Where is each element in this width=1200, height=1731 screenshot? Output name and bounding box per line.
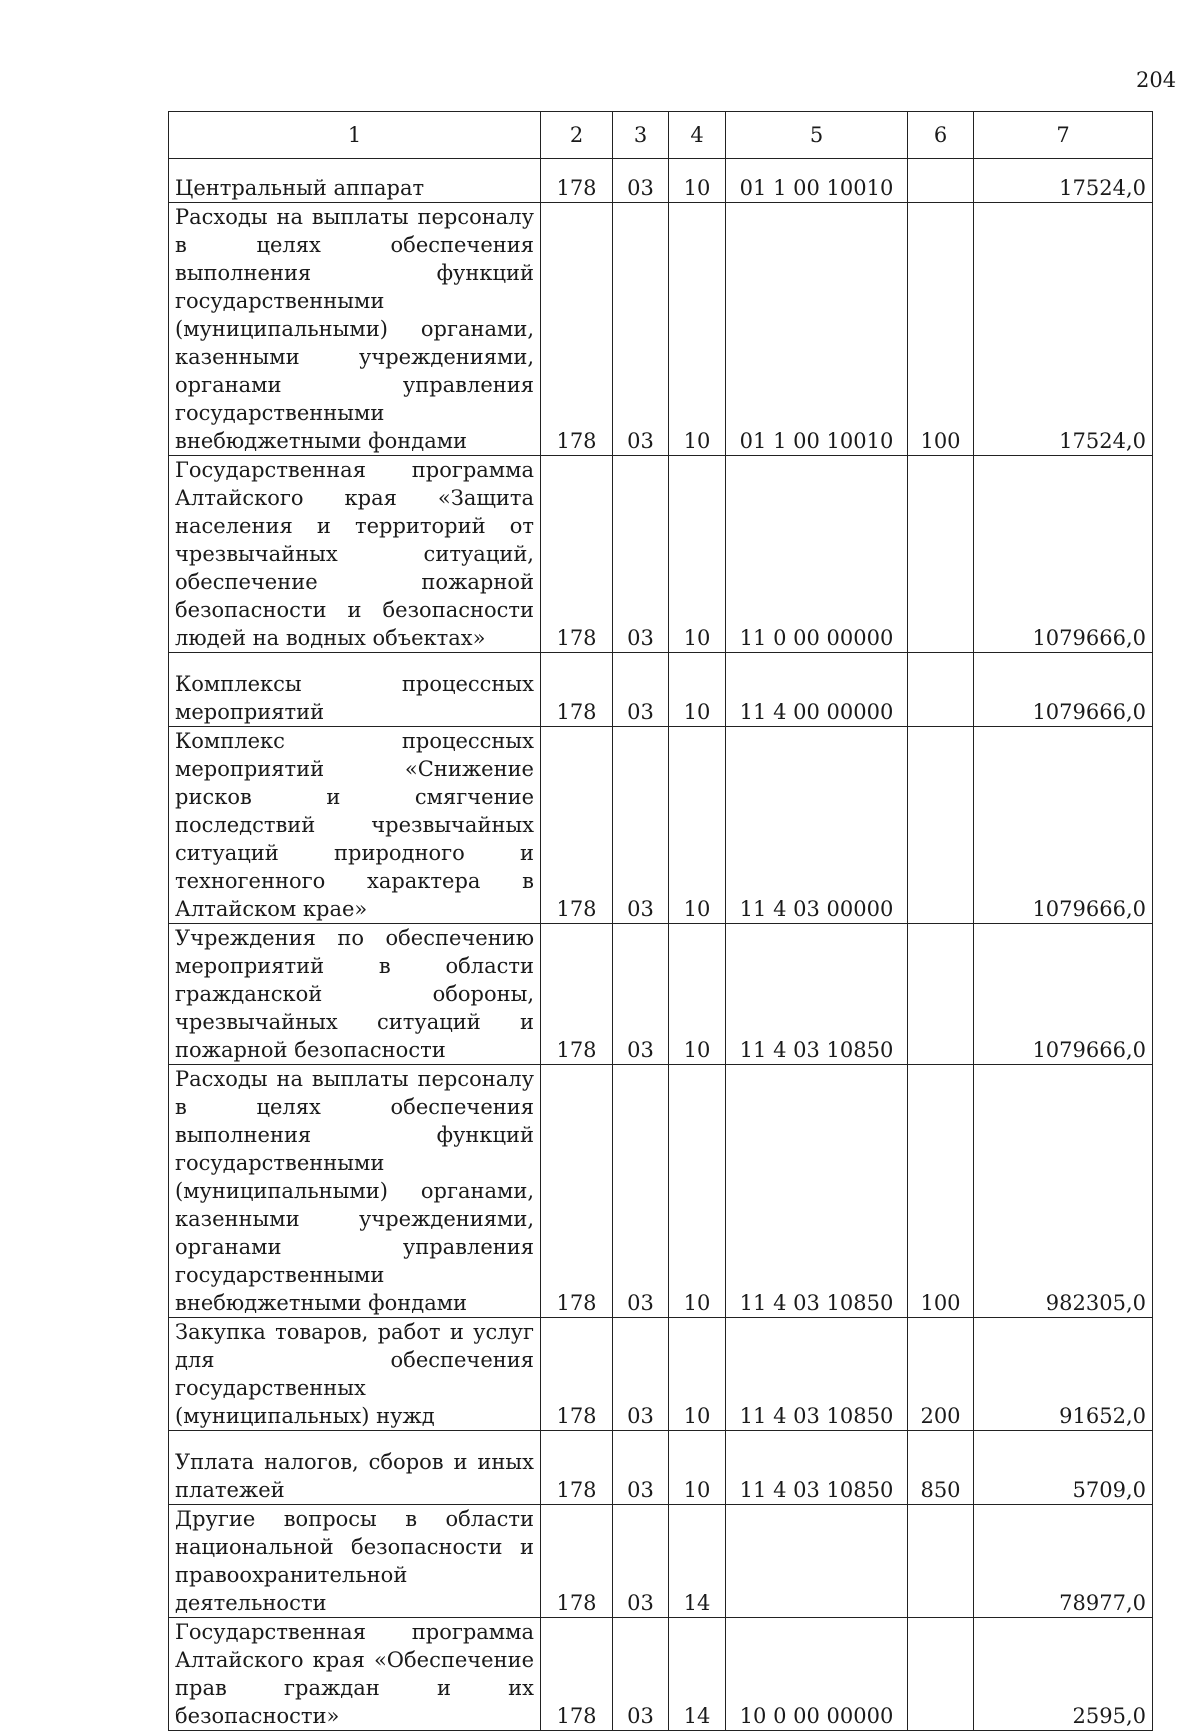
target-article-cell: 11 4 03 10850 [726,924,908,1065]
ministry-code-cell: 178 [541,924,613,1065]
section-code-cell: 03 [613,727,669,924]
row-name-cell: Другие вопросы в области национальной безопасности и правоохранительной деятельности [169,1505,541,1618]
ministry-code-cell: 178 [541,1431,613,1505]
expense-type-cell [908,727,974,924]
expense-type-cell: 100 [908,1065,974,1318]
target-article-cell: 11 0 00 00000 [726,456,908,653]
ministry-code-cell: 178 [541,456,613,653]
section-code-cell: 03 [613,203,669,456]
table-row [169,1065,1153,1318]
amount-cell: 17524,0 [974,203,1153,456]
budget-table [168,111,1153,1731]
amount-cell: 1079666,0 [974,456,1153,653]
row-name-cell: Расходы на выплаты персоналу в целях обеспечения выполнения функций государственными (муниципальными) органами, казенными учреждениями, органами управления государственными внебюджетными фондами [169,203,541,456]
row-name-cell: Учреждения по обеспечению мероприятий в области гражданской обороны, чрезвычайных ситуаций и пожарной безопасности [169,924,541,1065]
row-name-cell: Государственная программа Алтайского края «Обеспечение прав граждан и их безопасности» [169,1618,541,1731]
column-header: 7 [974,112,1153,159]
table-row [169,653,1153,727]
section-code-cell: 03 [613,1065,669,1318]
section-code-cell: 03 [613,159,669,203]
subsection-code-cell: 10 [669,653,726,727]
target-article-cell: 11 4 03 10850 [726,1318,908,1431]
column-header: 2 [541,112,613,159]
subsection-code-cell: 10 [669,1318,726,1431]
row-name-cell: Центральный аппарат [169,159,541,203]
table-row [169,159,1153,203]
row-name-cell: Расходы на выплаты персоналу в целях обеспечения выполнения функций государственными (муниципальными) органами, казенными учреждениями, органами управления государственными внебюджетными фондами [169,1065,541,1318]
target-article-cell [726,1505,908,1618]
table-row [169,1318,1153,1431]
row-name-cell: Государственная программа Алтайского края «Защита населения и территорий от чрезвычайных ситуаций, обеспечение пожарной безопасности и безопасности людей на водных объектах» [169,456,541,653]
ministry-code-cell: 178 [541,203,613,456]
row-name-cell: Комплексы процессных мероприятий [169,653,541,727]
table-row [169,1505,1153,1618]
amount-cell: 2595,0 [974,1618,1153,1731]
column-header: 1 [169,112,541,159]
amount-cell: 1079666,0 [974,727,1153,924]
target-article-cell: 01 1 00 10010 [726,159,908,203]
section-code-cell: 03 [613,1505,669,1618]
column-header: 6 [908,112,974,159]
subsection-code-cell: 10 [669,203,726,456]
row-name-cell: Уплата налогов, сборов и иных платежей [169,1431,541,1505]
subsection-code-cell: 10 [669,159,726,203]
subsection-code-cell: 14 [669,1618,726,1731]
target-article-cell: 11 4 03 10850 [726,1065,908,1318]
table-row [169,924,1153,1065]
column-header: 4 [669,112,726,159]
section-code-cell: 03 [613,1618,669,1731]
section-code-cell: 03 [613,1431,669,1505]
subsection-code-cell: 10 [669,1065,726,1318]
section-code-cell: 03 [613,1318,669,1431]
table-row [169,456,1153,653]
column-header: 5 [726,112,908,159]
ministry-code-cell: 178 [541,1318,613,1431]
subsection-code-cell: 10 [669,456,726,653]
section-code-cell: 03 [613,924,669,1065]
subsection-code-cell: 14 [669,1505,726,1618]
expense-type-cell: 200 [908,1318,974,1431]
target-article-cell: 01 1 00 10010 [726,203,908,456]
amount-cell: 17524,0 [974,159,1153,203]
ministry-code-cell: 178 [541,1505,613,1618]
section-code-cell: 03 [613,653,669,727]
subsection-code-cell: 10 [669,727,726,924]
ministry-code-cell: 178 [541,1618,613,1731]
table-row [169,1618,1153,1731]
subsection-code-cell: 10 [669,924,726,1065]
column-header: 3 [613,112,669,159]
target-article-cell: 11 4 00 00000 [726,653,908,727]
amount-cell: 5709,0 [974,1431,1153,1505]
table-row [169,203,1153,456]
subsection-code-cell: 10 [669,1431,726,1505]
row-name-cell: Комплекс процессных мероприятий «Снижение рисков и смягчение последствий чрезвычайных ситуаций природного и техногенного характера в Алтайском крае» [169,727,541,924]
section-code-cell: 03 [613,456,669,653]
ministry-code-cell: 178 [541,159,613,203]
expense-type-cell [908,159,974,203]
ministry-code-cell: 178 [541,1065,613,1318]
header-row [169,112,1153,159]
row-name-cell: Закупка товаров, работ и услуг для обеспечения государственных (муниципальных) нужд [169,1318,541,1431]
expense-type-cell [908,1505,974,1618]
expense-type-cell [908,456,974,653]
expense-type-cell [908,924,974,1065]
target-article-cell: 11 4 03 00000 [726,727,908,924]
ministry-code-cell: 178 [541,653,613,727]
page-number: 204 [1136,68,1177,92]
ministry-code-cell: 178 [541,727,613,924]
amount-cell: 1079666,0 [974,924,1153,1065]
target-article-cell: 10 0 00 00000 [726,1618,908,1731]
amount-cell: 78977,0 [974,1505,1153,1618]
expense-type-cell [908,1618,974,1731]
expense-type-cell: 100 [908,203,974,456]
amount-cell: 1079666,0 [974,653,1153,727]
amount-cell: 982305,0 [974,1065,1153,1318]
amount-cell: 91652,0 [974,1318,1153,1431]
expense-type-cell [908,653,974,727]
table-row [169,727,1153,924]
table-row [169,1431,1153,1505]
expense-type-cell: 850 [908,1431,974,1505]
target-article-cell: 11 4 03 10850 [726,1431,908,1505]
